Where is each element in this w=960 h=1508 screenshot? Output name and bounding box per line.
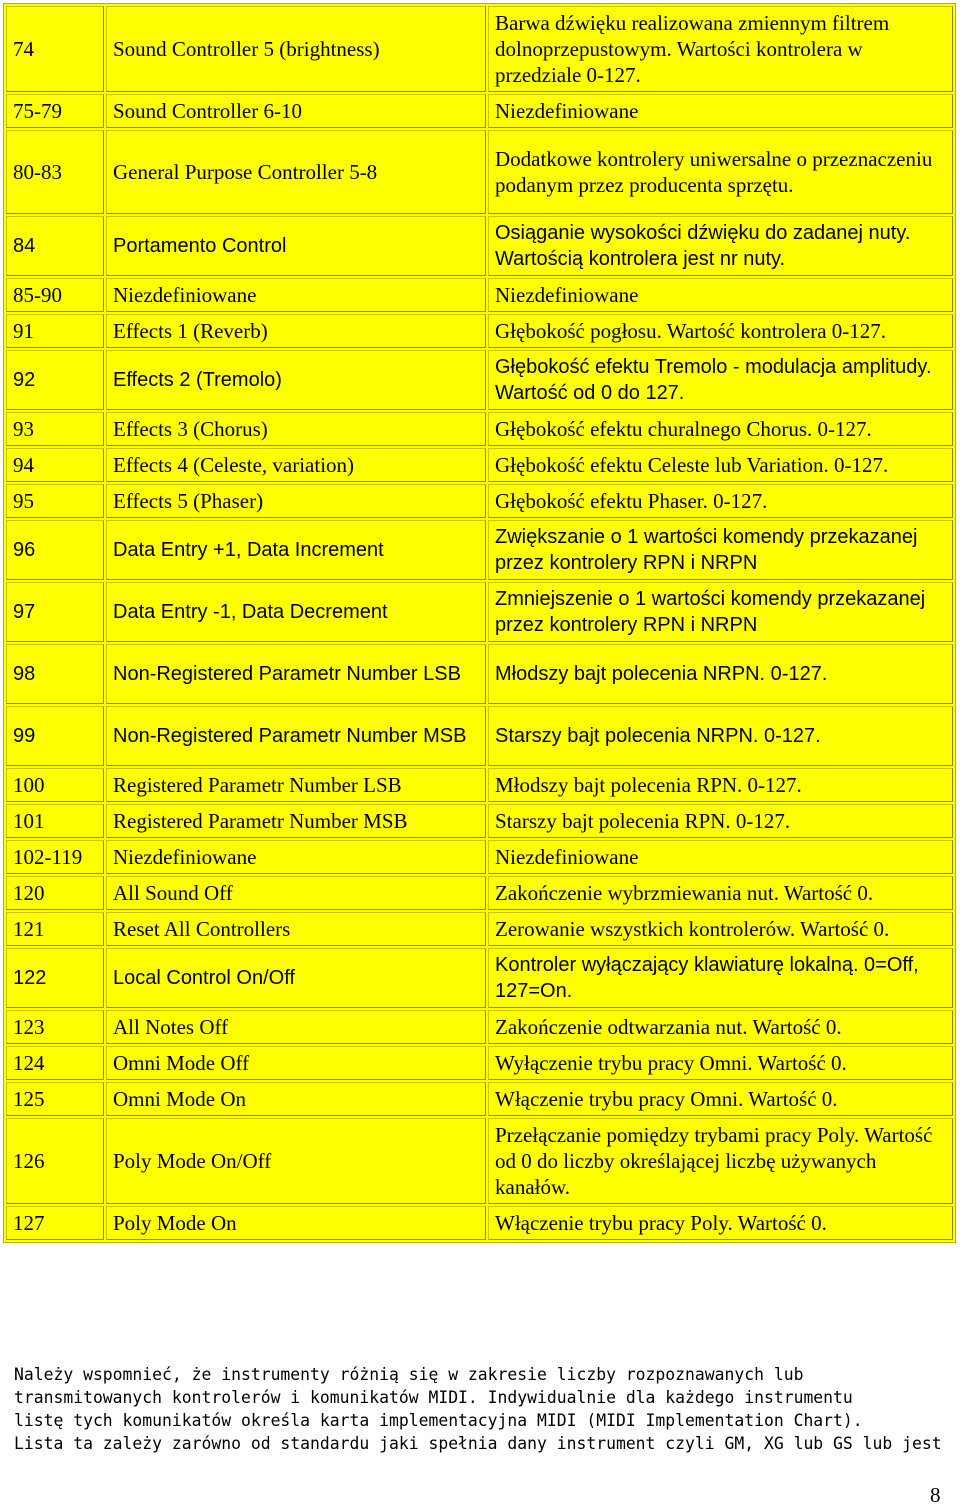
footnote-line: listę tych komunikatów określa karta implementacyjna MIDI (MIDI Implementation Chart).	[14, 1411, 863, 1430]
controller-description-cell: Niezdefiniowane	[488, 278, 953, 312]
table-row	[6, 448, 953, 482]
controller-number-cell: 80-83	[6, 130, 104, 214]
controller-name-cell: Effects 4 (Celeste, variation)	[106, 448, 486, 482]
controller-name-cell: Omni Mode On	[106, 1082, 486, 1116]
controller-number-cell: 94	[6, 448, 104, 482]
controller-description-cell: Zakończenie wybrzmiewania nut. Wartość 0.	[488, 876, 953, 910]
controller-number-cell: 91	[6, 314, 104, 348]
controller-number-cell: 121	[6, 912, 104, 946]
controller-description-cell: Głębokość efektu Phaser. 0-127.	[488, 484, 953, 518]
controller-name-cell: Sound Controller 5 (brightness)	[106, 6, 486, 92]
controller-name-cell: Non-Registered Parametr Number MSB	[106, 706, 486, 766]
table-row	[6, 412, 953, 446]
controller-description-cell: Przełączanie pomiędzy trybami pracy Poly. Wartość od 0 do liczby określającej liczbę używanych kanałów.	[488, 1118, 953, 1204]
controller-number-cell: 120	[6, 876, 104, 910]
controller-description-cell: Niezdefiniowane	[488, 94, 953, 128]
controller-name-cell: Non-Registered Parametr Number LSB	[106, 644, 486, 704]
controller-description-cell: Niezdefiniowane	[488, 840, 953, 874]
controller-name-cell: Registered Parametr Number MSB	[106, 804, 486, 838]
controller-name-cell: Niezdefiniowane	[106, 278, 486, 312]
controller-name-cell: Portamento Control	[106, 216, 486, 276]
controller-number-cell: 97	[6, 582, 104, 642]
controller-name-cell: All Notes Off	[106, 1010, 486, 1044]
controller-number-cell: 95	[6, 484, 104, 518]
table-row	[6, 6, 953, 92]
controller-name-cell: Data Entry +1, Data Increment	[106, 520, 486, 580]
controller-name-cell: Effects 5 (Phaser)	[106, 484, 486, 518]
footnote-line: transmitowanych kontrolerów i komunikatów MIDI. Indywidualnie dla każdego instrumentu	[14, 1388, 853, 1407]
controller-name-cell: Local Control On/Off	[106, 948, 486, 1008]
table-row	[6, 644, 953, 704]
controller-description-cell: Włączenie trybu pracy Poly. Wartość 0.	[488, 1206, 953, 1240]
page-number: 8	[930, 1483, 941, 1507]
controller-description-cell: Głębokość efektu Celeste lub Variation. 0-127.	[488, 448, 953, 482]
table-row	[6, 1046, 953, 1080]
controller-name-cell: Sound Controller 6-10	[106, 94, 486, 128]
controller-name-cell: Poly Mode On	[106, 1206, 486, 1240]
controller-number-cell: 75-79	[6, 94, 104, 128]
controller-description-cell: Młodszy bajt polecenia NRPN. 0-127.	[488, 644, 953, 704]
controller-name-cell: Effects 1 (Reverb)	[106, 314, 486, 348]
table-row	[6, 520, 953, 580]
table-row	[6, 314, 953, 348]
controller-description-cell: Głębokość efektu churalnego Chorus. 0-127.	[488, 412, 953, 446]
controller-number-cell: 85-90	[6, 278, 104, 312]
controller-name-cell: Reset All Controllers	[106, 912, 486, 946]
table-row	[6, 278, 953, 312]
controller-number-cell: 84	[6, 216, 104, 276]
controller-name-cell: All Sound Off	[106, 876, 486, 910]
controller-number-cell: 93	[6, 412, 104, 446]
controller-description-cell: Osiąganie wysokości dźwięku do zadanej nuty. Wartością kontrolera jest nr nuty.	[488, 216, 953, 276]
table-row	[6, 1082, 953, 1116]
controller-description-cell: Zwiększanie o 1 wartości komendy przekazanej przez kontrolery RPN i NRPN	[488, 520, 953, 580]
table-row	[6, 1206, 953, 1240]
table-row	[6, 350, 953, 410]
controller-description-cell: Zerowanie wszystkich kontrolerów. Wartość 0.	[488, 912, 953, 946]
controller-number-cell: 98	[6, 644, 104, 704]
controller-description-cell: Dodatkowe kontrolery uniwersalne o przeznaczeniu podanym przez producenta sprzętu.	[488, 130, 953, 214]
controller-description-cell: Starszy bajt polecenia NRPN. 0-127.	[488, 706, 953, 766]
controller-number-cell: 122	[6, 948, 104, 1008]
table-row	[6, 840, 953, 874]
controller-description-cell: Zakończenie odtwarzania nut. Wartość 0.	[488, 1010, 953, 1044]
table-row	[6, 484, 953, 518]
controller-description-cell: Barwa dźwięku realizowana zmiennym filtrem dolnoprzepustowym. Wartości kontrolera w przedziale 0-127.	[488, 6, 953, 92]
table-row	[6, 94, 953, 128]
table-row	[6, 216, 953, 276]
table-row	[6, 582, 953, 642]
table-row	[6, 948, 953, 1008]
controller-number-cell: 99	[6, 706, 104, 766]
controller-description-cell: Kontroler wyłączający klawiaturę lokalną. 0=Off, 127=On.	[488, 948, 953, 1008]
controller-name-cell: Effects 2 (Tremolo)	[106, 350, 486, 410]
table-row	[6, 706, 953, 766]
controller-number-cell: 96	[6, 520, 104, 580]
table-row	[6, 912, 953, 946]
table-row	[6, 804, 953, 838]
controller-number-cell: 74	[6, 6, 104, 92]
controller-name-cell: Data Entry -1, Data Decrement	[106, 582, 486, 642]
controller-description-cell: Włączenie trybu pracy Omni. Wartość 0.	[488, 1082, 953, 1116]
controller-name-cell: Registered Parametr Number LSB	[106, 768, 486, 802]
controller-number-cell: 101	[6, 804, 104, 838]
controller-description-cell: Wyłączenie trybu pracy Omni. Wartość 0.	[488, 1046, 953, 1080]
table-row	[6, 876, 953, 910]
controller-number-cell: 100	[6, 768, 104, 802]
controller-description-cell: Młodszy bajt polecenia RPN. 0-127.	[488, 768, 953, 802]
controller-name-cell: Omni Mode Off	[106, 1046, 486, 1080]
controller-number-cell: 126	[6, 1118, 104, 1204]
controller-number-cell: 124	[6, 1046, 104, 1080]
controller-name-cell: General Purpose Controller 5-8	[106, 130, 486, 214]
controller-number-cell: 102-119	[6, 840, 104, 874]
midi-controller-table-body	[6, 6, 953, 1240]
controller-name-cell: Niezdefiniowane	[106, 840, 486, 874]
controller-number-cell: 127	[6, 1206, 104, 1240]
controller-number-cell: 123	[6, 1010, 104, 1044]
table-row	[6, 1118, 953, 1204]
footnote-paragraph	[14, 1363, 944, 1455]
midi-controller-table	[3, 3, 956, 1243]
footnote-line: Należy wspomnieć, że instrumenty różnią się w zakresie liczby rozpoznawanych lub	[14, 1365, 804, 1384]
controller-description-cell: Starszy bajt polecenia RPN. 0-127.	[488, 804, 953, 838]
controller-name-cell: Effects 3 (Chorus)	[106, 412, 486, 446]
controller-description-cell: Głębokość pogłosu. Wartość kontrolera 0-127.	[488, 314, 953, 348]
controller-description-cell: Zmniejszenie o 1 wartości komendy przekazanej przez kontrolery RPN i NRPN	[488, 582, 953, 642]
table-row	[6, 1010, 953, 1044]
controller-number-cell: 92	[6, 350, 104, 410]
table-row	[6, 768, 953, 802]
controller-name-cell: Poly Mode On/Off	[106, 1118, 486, 1204]
controller-number-cell: 125	[6, 1082, 104, 1116]
table-row	[6, 130, 953, 214]
footnote-line: Lista ta zależy zarówno od standardu jaki spełnia dany instrument czyli GM, XG lub GS lub jest	[14, 1434, 942, 1453]
controller-description-cell: Głębokość efektu Tremolo - modulacja amplitudy. Wartość od 0 do 127.	[488, 350, 953, 410]
